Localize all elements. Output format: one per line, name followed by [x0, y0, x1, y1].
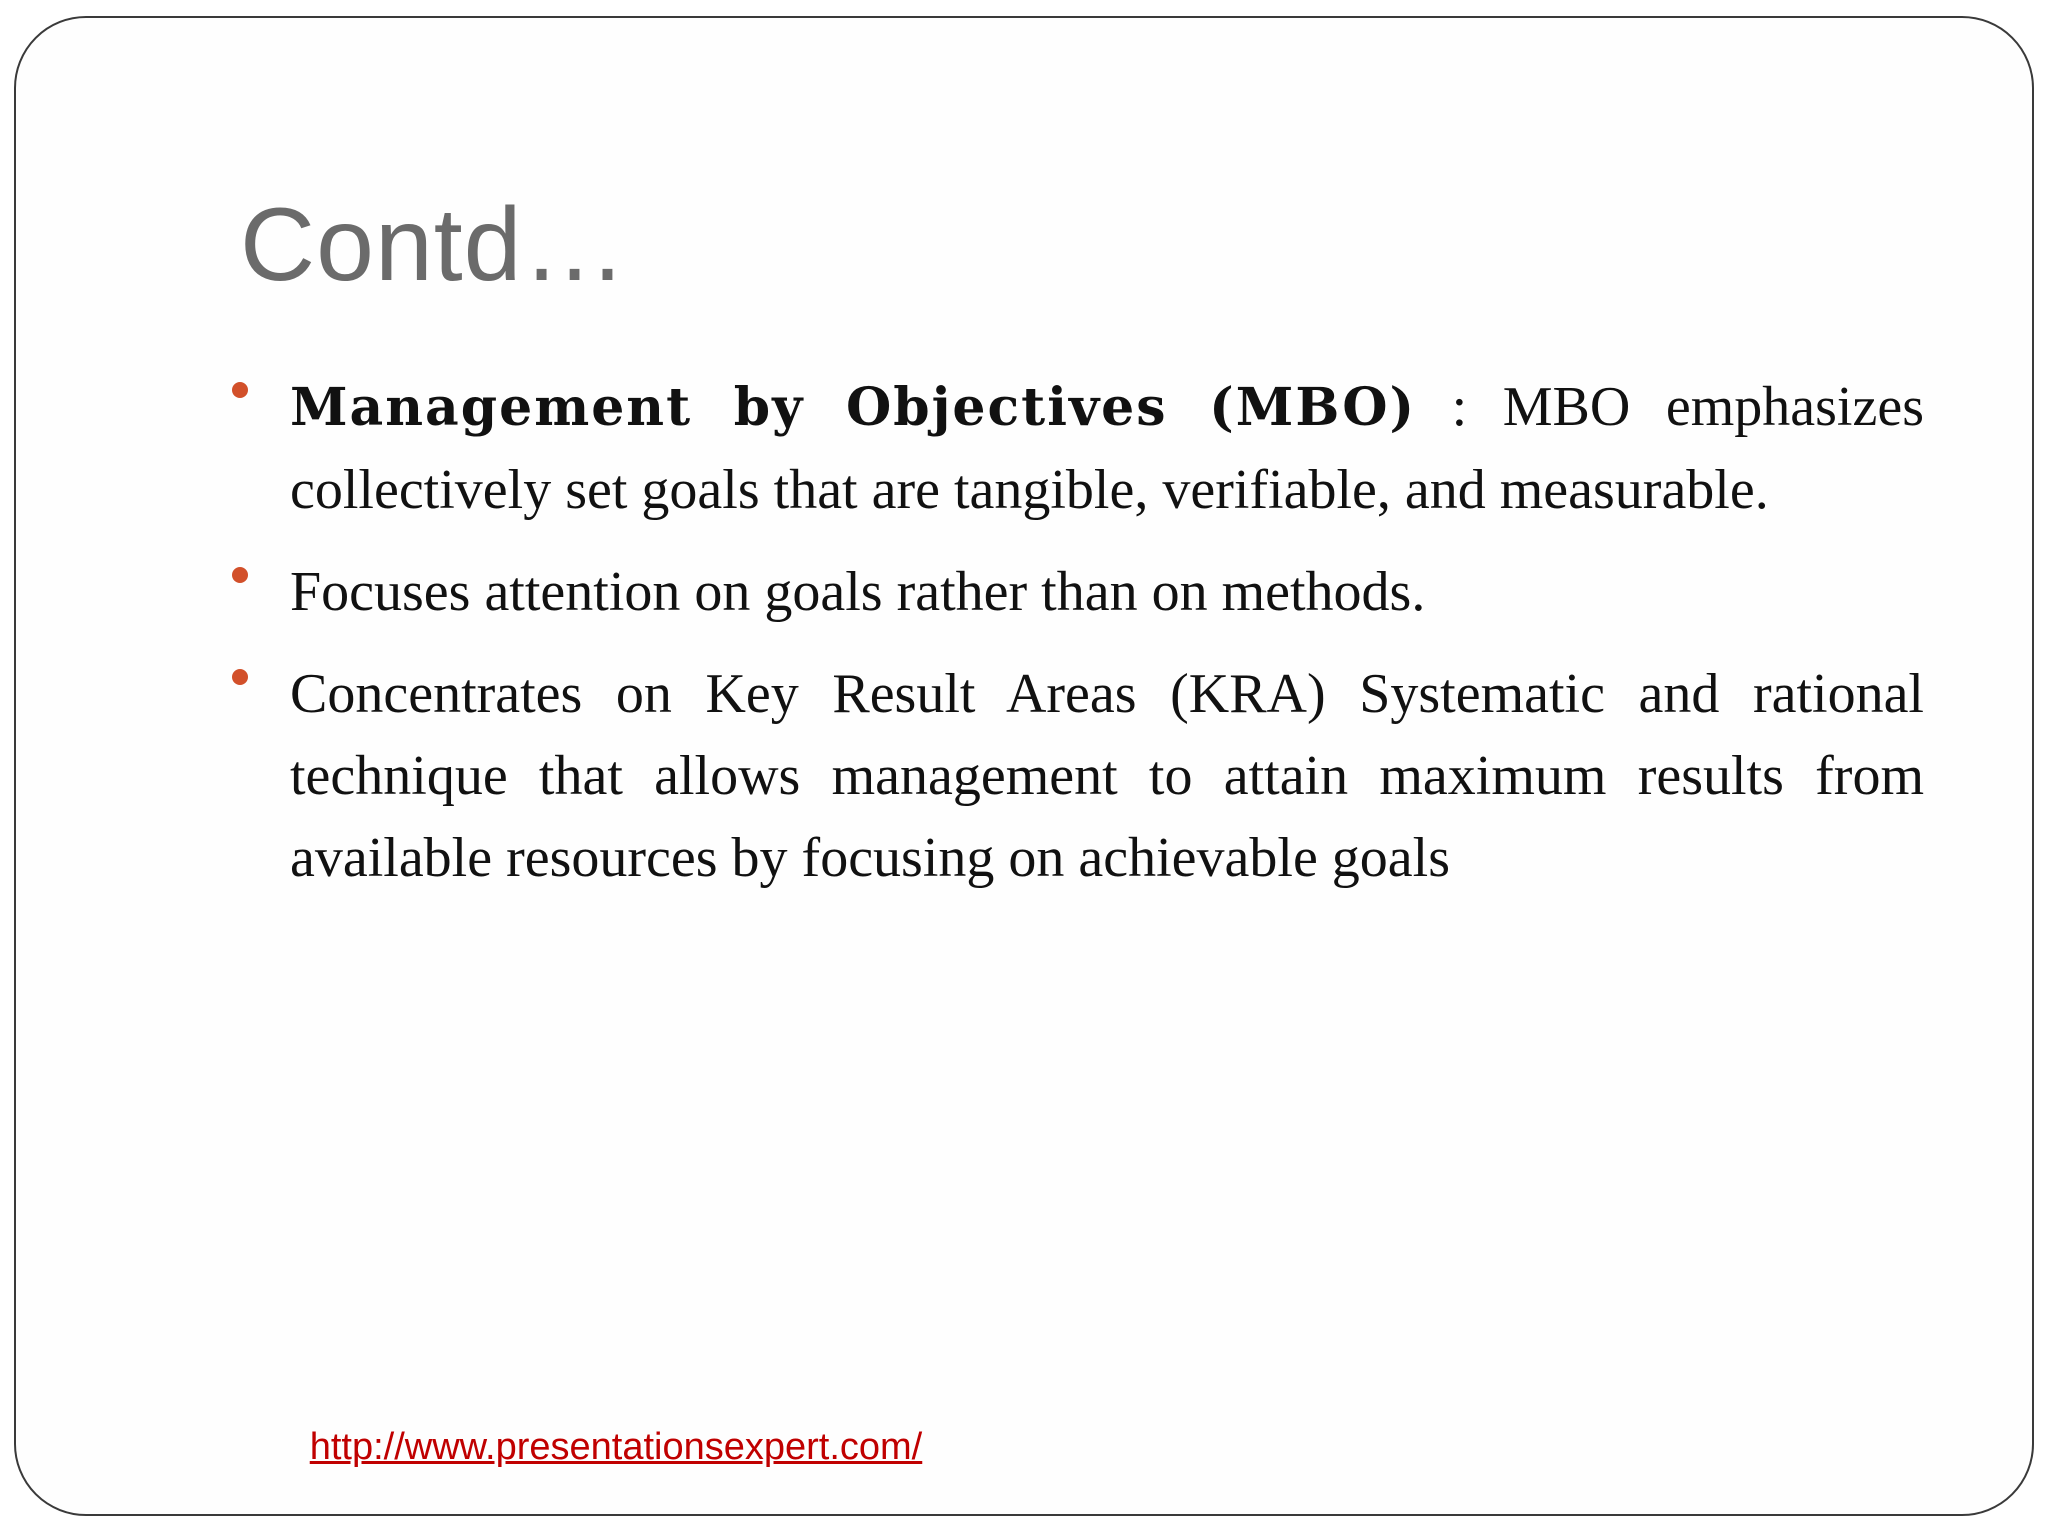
bullet-description: Focuses attention on goals rather than on methods. — [290, 561, 1426, 623]
bullet-item — [16, 653, 2036, 899]
bullet-item — [16, 551, 2036, 633]
bullet-item — [16, 366, 2036, 531]
bullet-dot-icon — [232, 669, 248, 685]
bullet-description: Concentrates on Key Result Areas (KRA) Systematic and rational technique that allows management to attain maximum results from available resources by focusing on achievable goals — [290, 663, 1924, 889]
bullet-text — [290, 653, 1924, 899]
slide — [14, 16, 2034, 1516]
bullet-dot-icon — [232, 382, 248, 398]
bullet-list — [16, 366, 2036, 919]
bullet-description: : MBO emphasizes collectively set goals that are tangible, verifiable, and measurable. — [290, 376, 1924, 521]
bullet-dot-icon — [232, 567, 248, 583]
bullet-term: Management by Objectives (MBO) — [290, 377, 1417, 438]
bullet-text — [290, 366, 1924, 531]
slide-title: Contd… — [240, 187, 628, 303]
footer-link[interactable]: http://www.presentationsexpert.com/ — [309, 1426, 923, 1468]
bullet-text — [290, 551, 1924, 633]
